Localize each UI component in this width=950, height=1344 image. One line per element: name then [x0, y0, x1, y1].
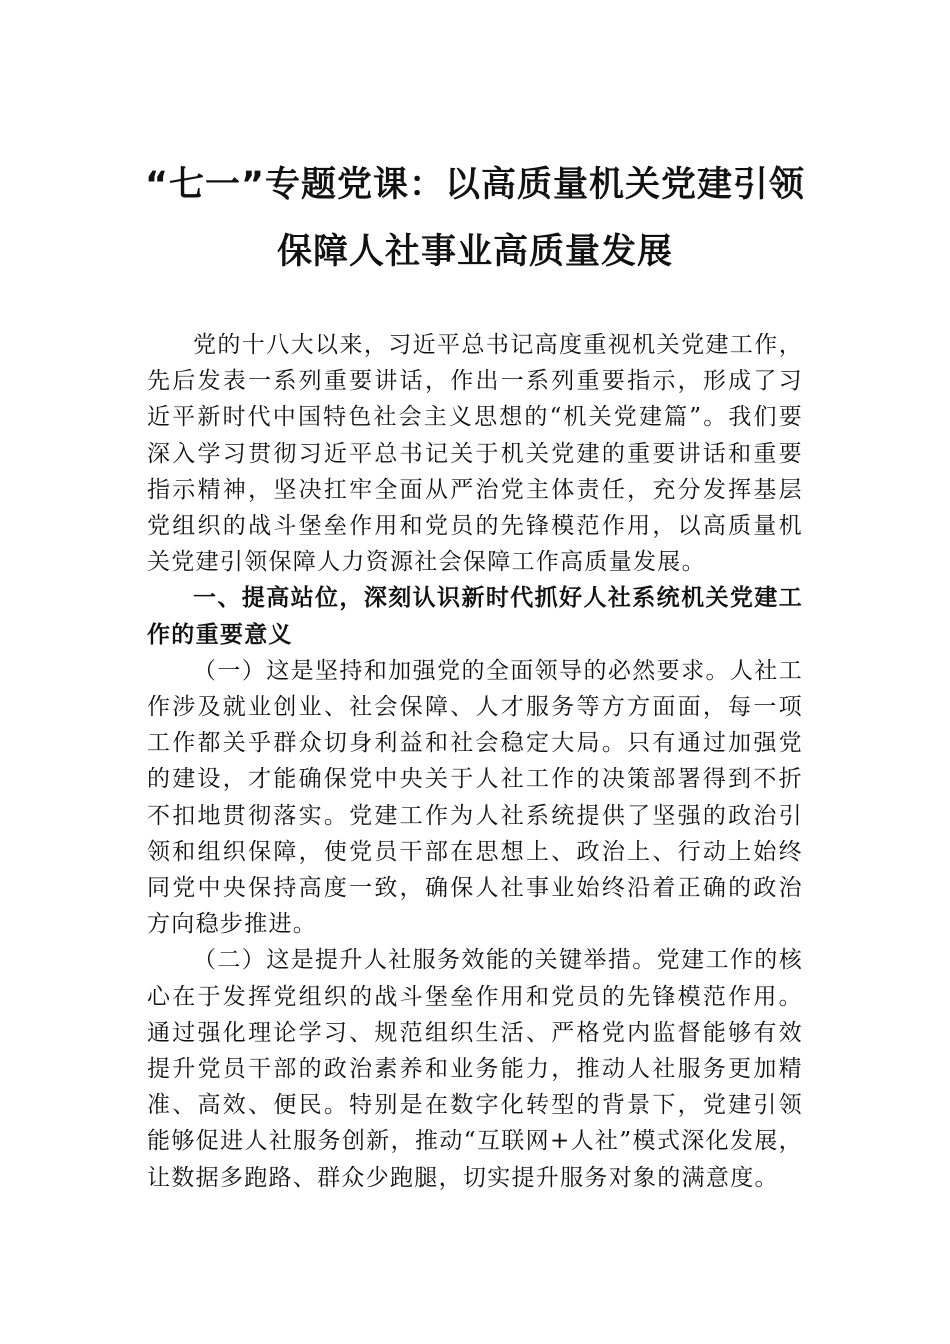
point-2-lead: （二）这是提升人社服务效能的关键举措。 [193, 947, 657, 974]
intro-paragraph: 党的十八大以来，习近平总书记高度重视机关党建工作，先后发表一系列重要讲话，作出一系列重要指示，形成了习近平新时代中国特色社会主义思想的“机关党建篇”。我们要深入学习贯彻习近平总书记关于机关党建的重要讲话和重要指示精神，坚决扛牢全面从严治党主体责任，充分发挥基层党组织的战斗堡垒作用和党员的先锋模范作用，以高质量机关党建引领保障人力资源社会保障工作高质量发展。 [147, 332, 803, 576]
section-heading-1: 一、提高站位，深刻认识新时代抓好人社系统机关党建工作的重要意义 [147, 585, 803, 648]
document-title-line-1: “七一”专题党课：以高质量机关党建引领 [144, 165, 805, 205]
point-2-body: 党建工作的核心在于发挥党组织的战斗堡垒作用和党员的先锋模范作用。通过强化理论学习、规范组织生活、严格党内监督能够有效提升党员干部的政治素养和业务能力，推动人社服务更加精准、高效、便民。特别是在数字化转型的背景下，党建引领能够促进人社服务创新，推动“互联网+人社”模式深化发展，让数据多跑路、群众少跑腿，切实提升服务对象的满意度。 [147, 947, 803, 1191]
document-title-line-2: 保障人社事业高质量发展 [276, 232, 673, 272]
document-body [147, 327, 803, 1196]
point-1-paragraph [147, 653, 803, 943]
point-1-body: 人社工作涉及就业创业、社会保障、人才服务等方方面面，每一项工作都关乎群众切身利益和社会稳定大局。只有通过加强党的建设，才能确保党中央关于人社工作的决策部署得到不折不扣地贯彻落实。党建工作为人社系统提供了坚强的政治引领和组织保障，使党员干部在思想上、政治上、行动上始终同党中央保持高度一致，确保人社事业始终沿着正确的政治方向稳步推进。 [147, 657, 803, 938]
point-1-lead: （一）这是坚持和加强党的全面领导的必然要求。 [193, 657, 730, 684]
point-2-paragraph [147, 942, 803, 1195]
